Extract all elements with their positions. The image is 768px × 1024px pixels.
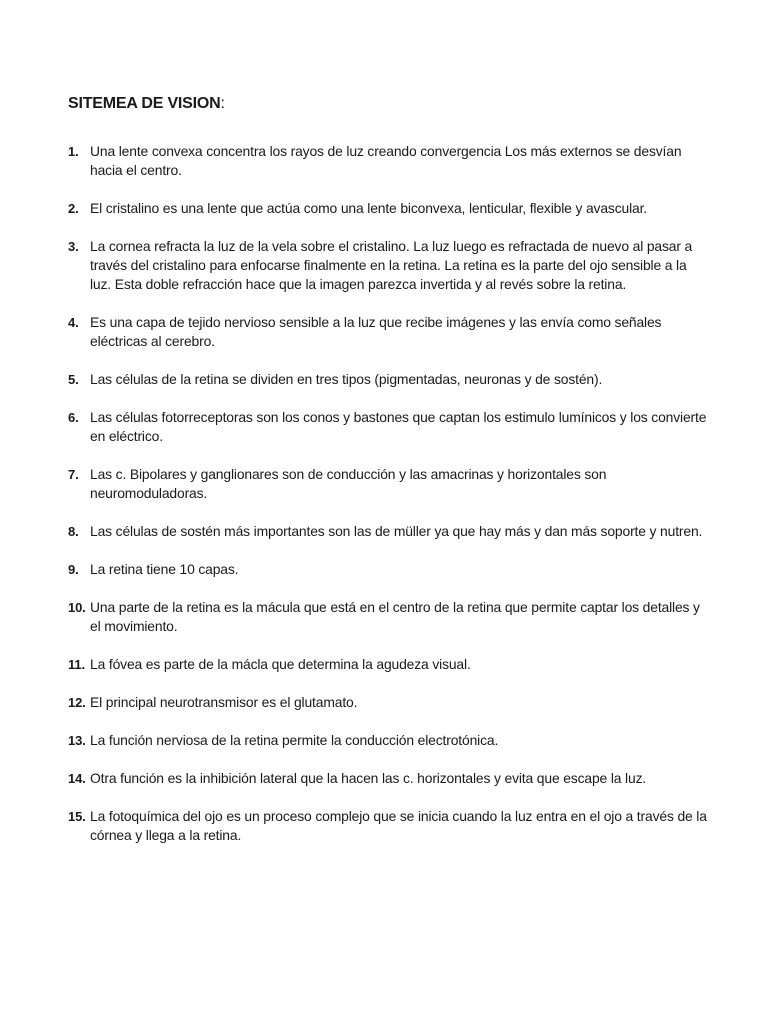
list-item	[68, 370, 708, 389]
item-number: 8.	[68, 524, 79, 539]
item-number: 11.	[68, 657, 85, 672]
item-number: 7.	[68, 467, 79, 482]
list-item	[68, 807, 708, 845]
item-number: 14.	[68, 771, 86, 786]
title-text: SITEMEA DE VISION	[68, 95, 221, 112]
item-text: La fotoquímica del ojo es un proceso complejo que se inicia cuando la luz entra en el ojo a través de la córnea y llega a la retina.	[90, 808, 707, 843]
item-number: 6.	[68, 410, 79, 425]
list-item	[68, 199, 708, 218]
item-text: La función nerviosa de la retina permite la conducción electrotónica.	[90, 732, 499, 748]
item-text: El cristalino es una lente que actúa como una lente biconvexa, lenticular, flexible y avascular.	[90, 200, 647, 216]
list-item	[68, 598, 708, 636]
list-item	[68, 465, 708, 503]
list-item	[68, 560, 708, 579]
item-text: Una lente convexa concentra los rayos de luz creando convergencia Los más externos se desvían hacia el centro.	[90, 143, 682, 178]
list-item	[68, 769, 708, 788]
item-number: 10.	[68, 600, 86, 615]
item-number: 3.	[68, 239, 79, 254]
list-item	[68, 693, 708, 712]
title-colon: :	[220, 95, 225, 112]
numbered-list	[68, 142, 708, 864]
page-title	[68, 94, 225, 114]
item-number: 9.	[68, 562, 79, 577]
item-text: Las células de sostén más importantes son las de müller ya que hay más y dan más soporte y nutren.	[90, 523, 703, 539]
item-number: 12.	[68, 695, 86, 710]
list-item	[68, 731, 708, 750]
item-number: 15.	[68, 809, 86, 824]
list-item	[68, 522, 708, 541]
item-text: La retina tiene 10 capas.	[90, 561, 239, 577]
item-text: Las c. Bipolares y ganglionares son de conducción y las amacrinas y horizontales son neuromoduladoras.	[90, 466, 607, 501]
item-text: Otra función es la inhibición lateral que la hacen las c. horizontales y evita que escape la luz.	[90, 770, 647, 786]
list-item	[68, 237, 708, 294]
item-number: 4.	[68, 315, 79, 330]
item-text: El principal neurotransmisor es el glutamato.	[90, 694, 358, 710]
item-text: Una parte de la retina es la mácula que está en el centro de la retina que permite captar los detalles y el movimiento.	[90, 599, 700, 634]
list-item	[68, 408, 708, 446]
item-number: 13.	[68, 733, 86, 748]
item-text: Las células de la retina se dividen en tres tipos (pigmentadas, neuronas y de sostén).	[90, 371, 603, 387]
item-text: La cornea refracta la luz de la vela sobre el cristalino. La luz luego es refractada de nuevo al pasar a través del cristalino para enfocarse finalmente en la retina. La retina es la parte del ojo sensible a la luz. Esta doble refracción hace que la imagen parezca invertida y al revés sobre la retina.	[90, 238, 693, 292]
list-item	[68, 142, 708, 180]
item-number: 5.	[68, 372, 79, 387]
list-item	[68, 655, 708, 674]
item-number: 1.	[68, 144, 79, 159]
item-text: Las células fotorreceptoras son los conos y bastones que captan los estimulo lumínicos y los convierte en eléctrico.	[90, 409, 707, 444]
item-text: Es una capa de tejido nervioso sensible a la luz que recibe imágenes y las envía como señales eléctricas al cerebro.	[90, 314, 662, 349]
item-number: 2.	[68, 201, 79, 216]
item-text: La fóvea es parte de la mácla que determina la agudeza visual.	[90, 656, 471, 672]
list-item	[68, 313, 708, 351]
